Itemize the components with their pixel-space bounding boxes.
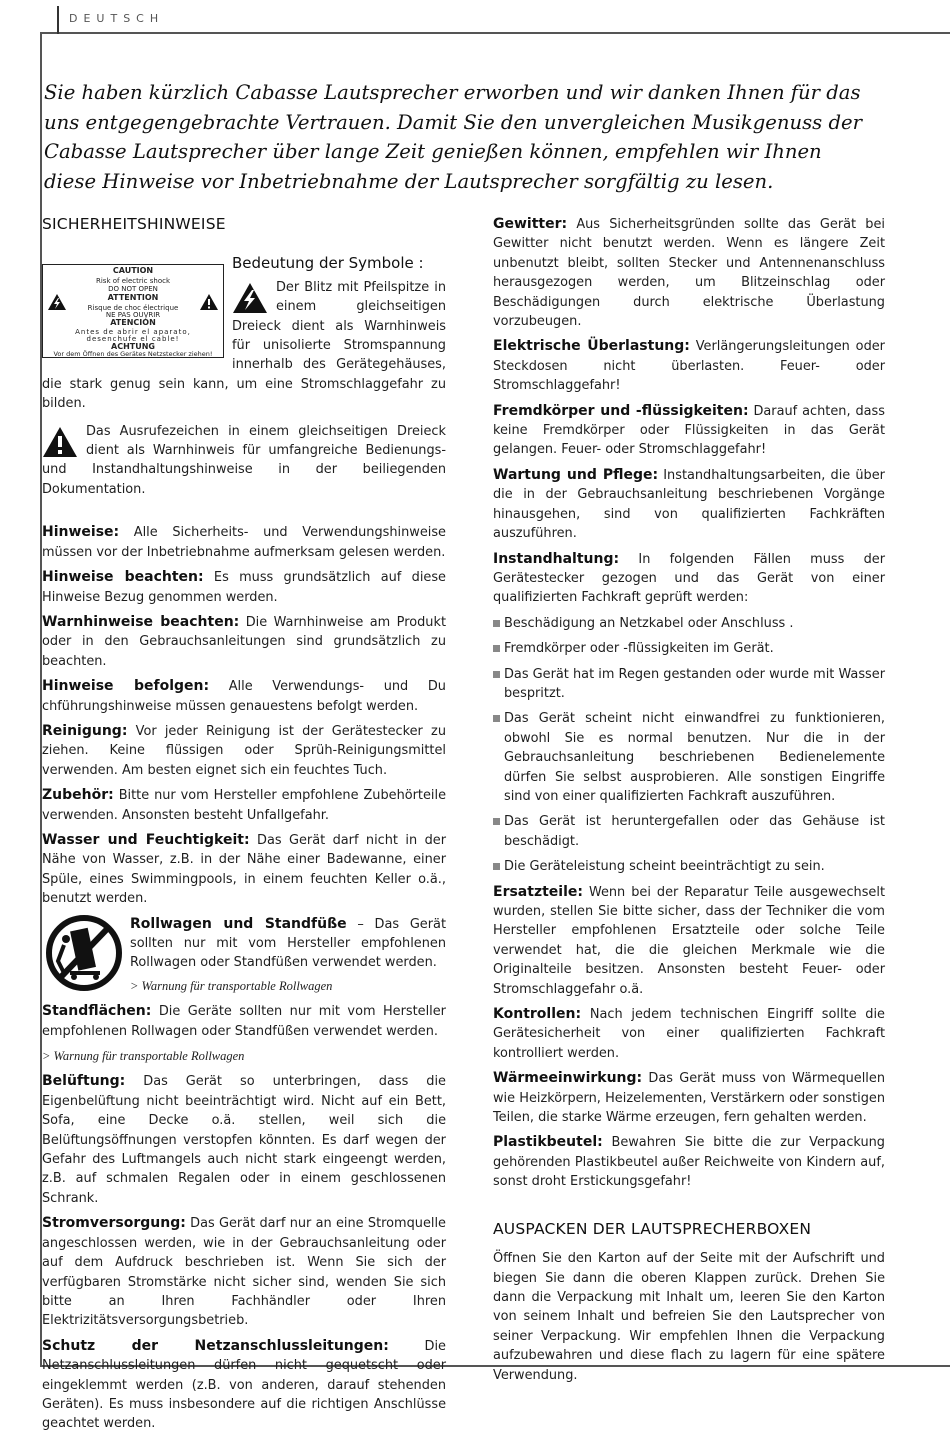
label-desenchufe: desenchufe el cable! <box>86 335 180 344</box>
list-item: Das Gerät scheint nicht einwandfrei zu funktionieren, obwohl Sie es normal benutzen. Nur die in der Gebrauchsanleitung beschriebenen Bedienelemente dürfen Sie selbst ausprobieren. Alle sonstigen Eingriffe sind von einer qualifizierten Fachkraft auszuführen. <box>493 709 885 806</box>
list-item: Beschädigung an Netzkabel oder Anschluss . <box>493 614 885 633</box>
exclamation-triangle-icon <box>199 293 219 311</box>
item-gewitter: Gewitter: Aus Sicherheitsgründen sollte das Gerät bei Gewitter nicht benutzt werden. Wenn es längere Zeit unbenutzt bleibt, sollten Stecker und Antennenanschluss herausgezogen werden, um Blitzeinschlag oder Beschädigungen durch elektrische Überlastung vorzubeugen. <box>493 216 885 330</box>
label-risque: Risque de choc électrique <box>87 304 179 313</box>
language-marker <box>57 6 59 34</box>
item-waerme: Wärmeeinwirkung: Das Gerät muss von Wärmequellen wie Heizkörpern, Heizelementen, Verstärkern oder sonstigen Teilen, die starke Wärme erzeugen, fern gehalten werden. <box>493 1070 885 1126</box>
item-hinweise-beachten: Hinweise beachten: Es muss grundsätzlich auf diese Hinweise Bezug genommen werden. <box>42 569 446 605</box>
cart-block <box>42 915 446 1003</box>
list-item: Das Gerät hat im Regen gestanden oder wurde mit Wasser bespritzt. <box>493 665 885 704</box>
item-reinigung: Reinigung: Vor jeder Reinigung ist der Gerätestecker zu ziehen. Keine flüssigen oder Sprüh-Reinigungsmittel verwenden. Am besten eignet sich ein feuchtes Tuch. <box>42 722 446 778</box>
item-belueftung: Belüftung: Das Gerät so unterbringen, dass die Eigenbelüftung nicht beeinträchtigt wird. Nicht auf ein Bett, Sofa, eine Decke o.ä. stellen, weil sich die Belüftungsöffnungen verstopfen könnten. Es darf wegen der Gefahr des Luftmangels auch nicht stark eingeengt werden, z.B. auf schmalen Regalen oder in einem geschlossenen Schrank. <box>42 1073 446 1206</box>
item-plastikbeutel: Plastikbeutel: Bewahren Sie bitte die zur Verpackung gehörenden Plastikbeutel außer Reichweite von Kindern auf, sonst droht Erstickungsgefahr! <box>493 1134 885 1190</box>
left-column <box>42 215 446 1440</box>
symbols-title: Bedeutung der Symbole : <box>232 254 424 273</box>
cart-note: > Warnung für transportable Rollwagen <box>130 978 333 993</box>
label-atencion: ATENCIÓN <box>110 318 156 328</box>
label-caution: CAUTION <box>112 266 154 276</box>
item-zubehoer: Zubehör: Bitte nur vom Hersteller empfohlene Zubehörteile verwenden. Ansonsten besteht Unfallgefahr. <box>42 787 447 823</box>
symbols-text-exclamation: Das Ausrufezeichen in einem gleichseitigen Dreieck dient als Warnhinweis für umfangreiche Bedienungs- und Instandhaltungshinweise in der beiliegenden Dokumentation. <box>42 423 446 497</box>
item-stromversorgung: Stromversorgung: Das Gerät darf nur an eine Stromquelle angeschlossen werden, wie in der Gebrauchsanleitung oder auf dem Aufdruck beschrieben ist. Wenn Sie sich der verfügbaren Stromstärke nicht sicher sind, wenden Sie sich bitte an Ihren Fachhändler oder Ihren Elektrizitätsversorgungsbetrieb. <box>42 1215 446 1329</box>
symbols-text-lightning: Der Blitz mit Pfeilspitze in einem gleichseitigen Dreieck dient als Warnhinweis für unisolierte Stromspannung innerhalb des Gerätegehäuses, die stark genug sein kann, um eine Stromschlaggefahr zu bilden. <box>42 279 446 412</box>
label-achtung: ACHTUNG <box>111 342 155 352</box>
lightning-triangle-icon <box>47 293 67 311</box>
item-fremdkoerper: Fremdkörper und -flüssigkeiten: Darauf achten, dass keine Fremdkörper oder Flüssigkeiten in das Gerät gelangen. Feuer- oder Stromschlaggefahr! <box>493 402 885 458</box>
item-standflaechen: Standflächen: Die Geräte sollten nur mit vom Hersteller empfohlenen Rollwagen oder Standfüßen verwendet werden. <box>42 1003 446 1039</box>
item-hinweise-befolgen: Hinweise befolgen: Alle Verwendungs- und Du chführungshinweise müssen genauestens befolgt werden. <box>42 678 446 714</box>
exclamation-triangle-icon <box>42 426 78 458</box>
item-wartung: Wartung und Pflege: Instandhaltungsarbeiten, die über die in der Gebrauchsanleitung beschriebenen Vorgänge hinausgehen, sind von qualifizierten Fachkräften auszuführen. <box>493 466 885 542</box>
item-warnhinweise: Warnhinweise beachten: Die Warnhinweise am Produkt oder in den Gebrauchsanleitungen sind grundsätzlich zu beachten. <box>42 613 446 669</box>
label-vor: Vor dem Öffnen des Gerätes Netzstecker ziehen! <box>53 350 213 359</box>
label-attention: ATTENTION <box>107 293 159 303</box>
warning-label <box>42 264 224 358</box>
unpack-heading: AUSPACKEN DER LAUTSPRECHERBOXEN <box>493 1219 812 1238</box>
item-instandhaltung: Instandhaltung: In folgenden Fällen muss der Gerätestecker gezogen und das Gerät von einer qualifizierten Fachkraft geprüft werden: <box>493 550 885 606</box>
list-item: Das Gerät ist heruntergefallen oder das Gehäuse ist beschädigt. <box>493 812 885 851</box>
right-column <box>493 215 885 1391</box>
unpack-text: Öffnen Sie den Karton auf der Seite mit der Aufschrift und biegen Sie dann die oberen Klappen zurück. Drehen Sie dann die Verpackung mit Inhalt um, leeren Sie den Karton von seinem Inhalt und befreien Sie den Lautsprecher von seiner Verpackung. Wir empfehlen Ihnen die Verpackung aufzubewahren und diese flach zu lagern für eine spätere Verwendung. <box>493 1251 885 1383</box>
cart-warning-icon <box>44 915 124 991</box>
item-wasser: Wasser und Feuchtigkeit: Das Gerät darf nicht in der Nähe von Wasser, z.B. in der Nähe einer Badewanne, einer Spüle, eines Swimmingpools, in einem feuchten Keller o.ä., benutzt werden. <box>42 831 446 907</box>
stand-note: > Warnung für transportable Rollwagen <box>42 1049 245 1064</box>
cart-title: Rollwagen und Standfüße <box>130 915 347 932</box>
label-antes: Antes de abrir el aparato, <box>75 328 191 337</box>
label-risk: Risk of electric shock <box>95 277 171 286</box>
label-donot: DO NOT OPEN <box>108 285 158 294</box>
language-label: DEUTSCH <box>69 12 165 25</box>
item-kontrollen: Kontrollen: Nach jedem technischen Eingriff sollte die Gerätesicherheit von einer qualifizierten Fachkraft kontrolliert werden. <box>493 1006 885 1061</box>
safety-heading: SICHERHEITSHINWEISE <box>42 215 226 233</box>
page-frame-top <box>40 32 950 34</box>
item-netzanschluss: Schutz der Netzanschlussleitungen: Die Netzanschlussleitungen dürfen nicht gequetscht oder eingeklemmt werden (z.B. von anderen, darauf stehenden Geräten). Es muss insbesondere auf die richtigen Anschlüsse geachtet werden. <box>42 1337 446 1432</box>
item-ueberlastung: Elektrische Überlastung: Verlängerungsleitungen oder Steckdosen nicht überlasten. Feuer- oder Stromschlaggefahr! <box>493 338 885 394</box>
cart-text: – Das Gerät sollten nur mit vom Hersteller empfohlenen Rollwagen oder Standfüßen verwendet werden. <box>130 916 446 971</box>
lightning-triangle-icon <box>232 282 268 314</box>
intro-text: Sie haben kürzlich Cabasse Lautsprecher erworben und wir danken Ihnen für das uns entgegengebrachte Vertrauen. Damit Sie den unvergleichen Musikgenuss der Cabasse Lautsprecher über lange Zeit genießen können, empfehlen wir Ihnen diese Hinweise vor Inbetriebnahme der Lautsprecher sorgfältig zu lesen. <box>44 81 862 193</box>
item-ersatzteile: Ersatzteile: Wenn bei der Reparatur Teile ausgewechselt wurden, stellen Sie bitte sicher, dass der Techniker die vom Hersteller empfohlenen Ersatzteile oder solche Teile verwendet hat, die die gleichen Merkmale wie die Originalteile besitzen. Ansonsten besteht Feuer- oder Stromschlaggefahr o.ä. <box>493 883 885 997</box>
item-hinweise: Hinweise: Alle Sicherheits- und Verwendungshinweise müssen vor der Inbetriebnahme aufmerksam gelesen werden. <box>42 524 446 560</box>
list-item: Die Geräteleistung scheint beeinträchtigt zu sein. <box>493 857 885 876</box>
repair-conditions-list <box>493 614 885 877</box>
label-nepas: NE PAS OUVRIR <box>105 311 161 320</box>
list-item: Fremdkörper oder -flüssigkeiten im Gerät. <box>493 639 885 658</box>
